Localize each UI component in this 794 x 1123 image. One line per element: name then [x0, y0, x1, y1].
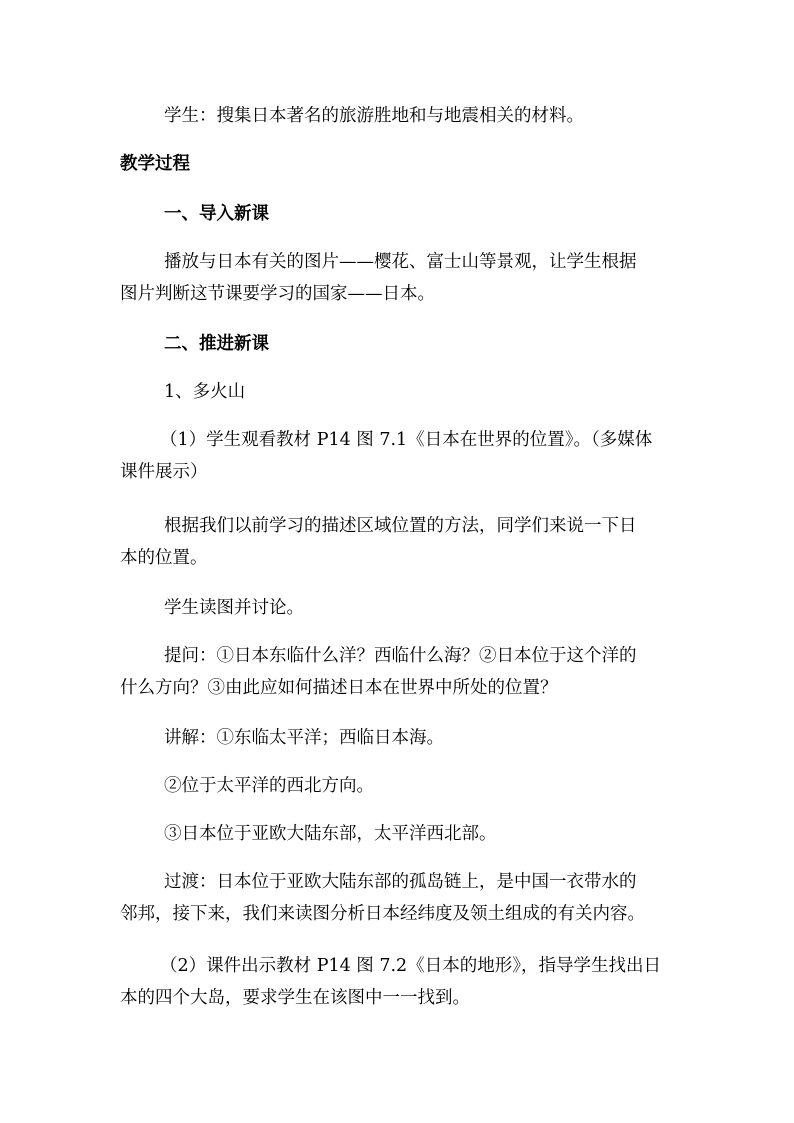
text-line: 课件展示）	[120, 462, 208, 482]
paragraph-teacher-prompt	[120, 510, 676, 574]
paragraph-explain-3	[120, 818, 676, 850]
text-line: 提问：①日本东临什么洋？西临什么海？②日本位于这个洋的	[164, 646, 637, 666]
paragraph-question	[120, 640, 676, 704]
heading-part-2	[120, 328, 676, 360]
point-1-heading	[120, 376, 676, 408]
text-line: ③日本位于亚欧大陆东部，太平洋西北部。	[164, 824, 497, 844]
section-title	[120, 148, 676, 180]
text-line: 学生读图并讨论。	[164, 598, 304, 618]
paragraph-transition	[120, 866, 676, 930]
text-line: 教学过程	[120, 154, 190, 174]
text-line: 二、推进新课	[164, 334, 269, 354]
text-line: 一、导入新课	[164, 204, 269, 224]
text-line: （2）课件出示教材 P14 图 7.2《日本的地形》，指导学生找出日	[160, 956, 661, 976]
text-line: 过渡：日本位于亚欧大陆东部的孤岛链上，是中国一衣带水的	[164, 872, 637, 892]
text-line: 讲解：①东临太平洋；西临日本海。	[164, 728, 444, 748]
paragraph-student-discuss	[120, 592, 676, 624]
text-line: 播放与日本有关的图片——樱花、富士山等景观，让学生根据	[164, 252, 637, 272]
text-line: （1）学生观看教材 P14 图 7.1《日本在世界的位置》。（多媒体	[160, 430, 653, 450]
text-line: 邻邦，接下来，我们来读图分析日本经纬度及领土组成的有关内容。	[120, 904, 645, 924]
paragraph-part-1-body	[120, 246, 676, 310]
text-line: 本的位置。	[120, 548, 208, 568]
text-line: 学生：搜集日本著名的旅游胜地和与地震相关的材料。	[164, 106, 584, 126]
paragraph-prep-students	[120, 100, 676, 132]
text-line: 什么方向？③由此应如何描述日本在世界中所处的位置？	[120, 678, 558, 698]
paragraph-step-1	[120, 424, 676, 488]
text-line: ②位于太平洋的西北方向。	[164, 776, 374, 796]
paragraph-explain-1	[120, 722, 676, 754]
text-line: 1、多火山	[164, 382, 246, 402]
text-line: 根据我们以前学习的描述区域位置的方法，同学们来说一下日	[164, 516, 637, 536]
paragraph-step-2	[120, 950, 676, 1014]
paragraph-explain-2	[120, 770, 676, 802]
heading-part-1	[120, 198, 676, 230]
text-line: 本的四个大岛，要求学生在该图中一一找到。	[120, 988, 470, 1008]
text-line: 图片判断这节课要学习的国家——日本。	[120, 284, 435, 304]
